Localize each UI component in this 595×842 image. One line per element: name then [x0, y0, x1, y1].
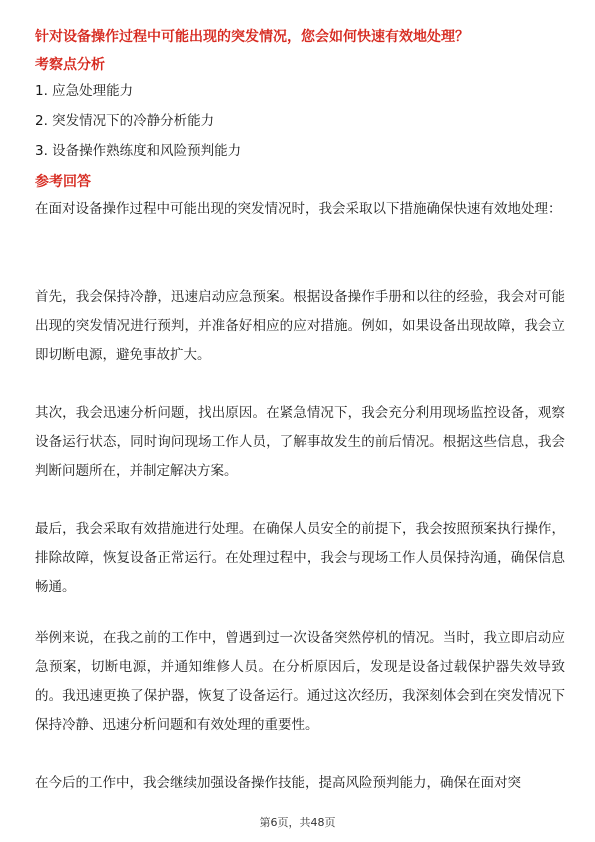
question-heading: 针对设备操作过程中可能出现的突发情况，您会如何快速有效地处理？ [35, 29, 469, 45]
answer-title: 参考回答 [35, 174, 91, 190]
analysis-point: 1. 应急处理能力 [35, 83, 134, 99]
analysis-title: 考察点分析 [35, 57, 105, 73]
analysis-point: 2. 突发情况下的冷静分析能力 [35, 113, 215, 129]
answer-paragraph: 在面对设备操作过程中可能出现的突发情况时，我会采取以下措施确保快速有效地处理： [35, 201, 562, 217]
answer-paragraph: 最后，我会采取有效措施进行处理。在确保人员安全的前提下，我会按照预案执行操作，排除故障，恢复设备正常运行。在处理过程中，我会与现场工作人员保持沟通，确保信息畅通。 [35, 521, 565, 595]
answer-paragraph: 首先，我会保持冷静，迅速启动应急预案。根据设备操作手册和以往的经验，我会对可能出现的突发情况进行预判，并准备好相应的应对措施。例如，如果设备出现故障，我会立即切断电源，避免事故扩大。 [35, 289, 565, 363]
answer-paragraph: 在今后的工作中，我会继续加强设备操作技能，提高风险预判能力，确保在面对突 [35, 775, 521, 791]
answer-paragraph: 其次，我会迅速分析问题，找出原因。在紧急情况下，我会充分利用现场监控设备，观察设备运行状态，同时询问现场工作人员，了解事故发生的前后情况。根据这些信息，我会判断问题所在，并制定解决方案。 [35, 405, 565, 479]
page-number-footer: 第6页，共48页 [259, 816, 336, 829]
answer-paragraph: 举例来说，在我之前的工作中，曾遇到过一次设备突然停机的情况。当时，我立即启动应急预案，切断电源，并通知维修人员。在分析原因后，发现是设备过载保护器失效导致的。我迅速更换了保护器，恢复了设备运行。通过这次经历，我深刻体会到在突发情况下保持冷静、迅速分析问题和有效处理的重要性。 [35, 630, 565, 733]
analysis-point: 3. 设备操作熟练度和风险预判能力 [35, 143, 242, 159]
